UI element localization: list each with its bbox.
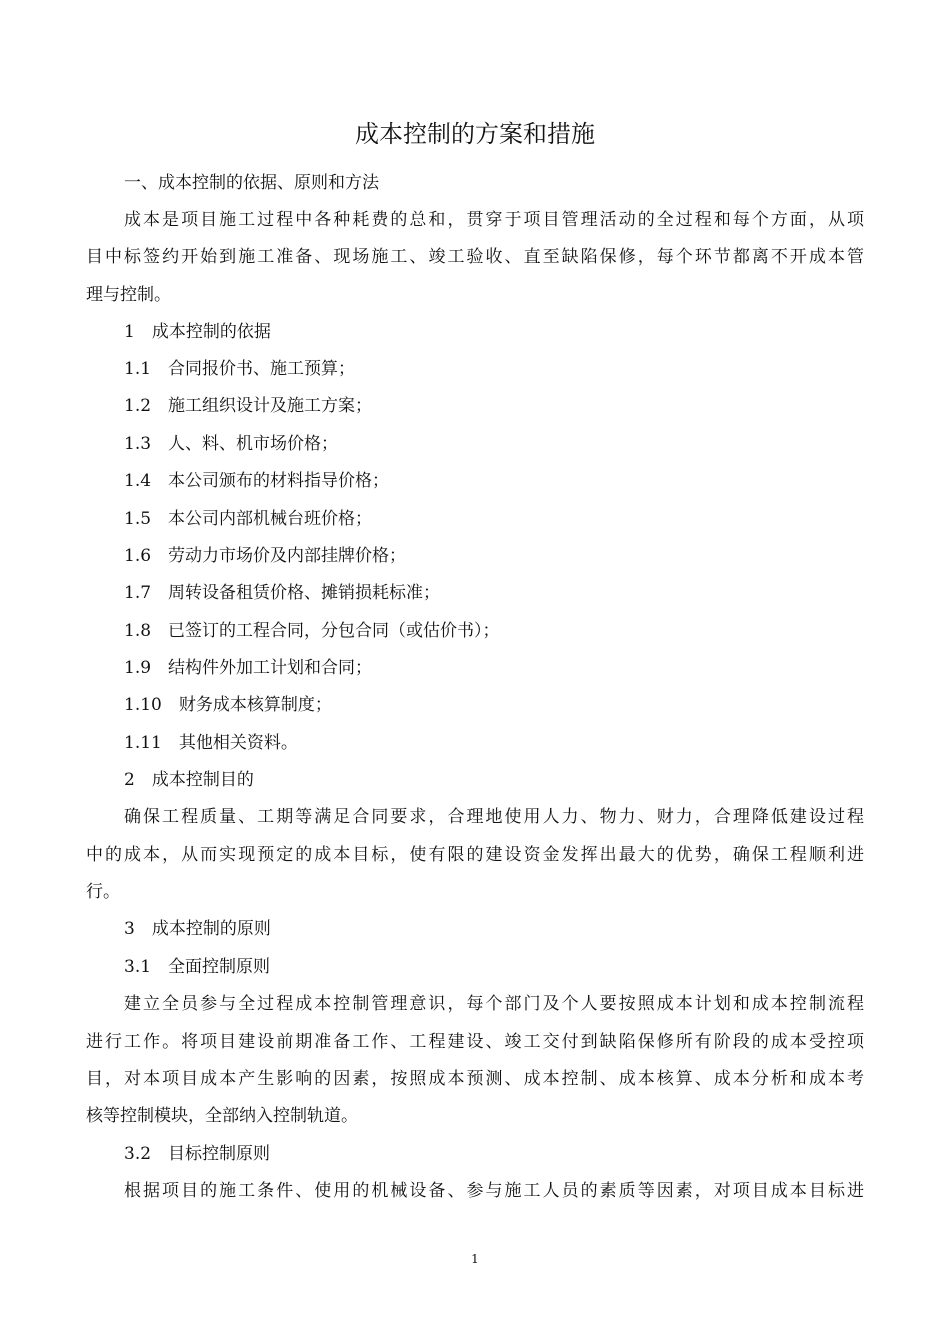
basis-item: 1.6 劳动力市场价及内部挂牌价格； [124,546,407,566]
p31-line-1: 建立全员参与全过程成本控制管理意识，每个部门及个人要按照成本计划和成本控制流程 [124,994,864,1014]
page-title: 成本控制的方案和措施 [355,120,595,148]
purpose-line-3: 行。 [86,882,120,902]
purpose-heading: 2 成本控制目的 [124,770,254,790]
p31-line-3: 目，对本项目成本产生影响的因素，按照成本预测、成本控制、成本核算、成本分析和成本考 [86,1069,864,1089]
subsection-heading: 3.1 全面控制原则 [124,957,271,977]
basis-item: 1.7 周转设备租赁价格、摊销损耗标准； [124,583,441,603]
basis-item: 1.5 本公司内部机械台班价格； [124,509,373,529]
basis-item: 1.3 人、料、机市场价格； [124,434,339,454]
purpose-line-1: 确保工程质量、工期等满足合同要求，合理地使用人力、物力、财力，合理降低建设过程 [124,807,864,827]
basis-item: 1.4 本公司颁布的材料指导价格； [124,471,390,491]
page-number: 1 [471,1252,479,1266]
p32-line-1: 根据项目的施工条件、使用的机械设备、参与施工人员的素质等因素，对项目成本目标进 [124,1181,864,1201]
basis-item: 1.8 已签订的工程合同，分包合同（或估价书）； [124,621,500,641]
principle-heading: 3 成本控制的原则 [124,919,271,939]
basis-item: 1.9 结构件外加工计划和合同； [124,658,373,678]
basis-item: 1.2 施工组织设计及施工方案； [124,396,373,416]
intro-line-2: 目中标签约开始到施工准备、现场施工、竣工验收、直至缺陷保修，每个环节都离不开成本管 [86,247,864,267]
basis-heading: 1 成本控制的依据 [124,322,271,342]
subsection-heading: 3.2 目标控制原则 [124,1144,271,1164]
p31-line-2: 进行工作。将项目建设前期准备工作、工程建设、竣工交付到缺陷保修所有阶段的成本受控项 [86,1032,864,1052]
basis-item: 1.10 财务成本核算制度； [124,695,332,715]
section-heading: 一、成本控制的依据、原则和方法 [124,173,379,193]
p31-line-4: 核等控制模块，全部纳入控制轨道。 [86,1106,358,1126]
basis-item: 1.1 合同报价书、施工预算； [124,359,356,379]
purpose-line-2: 中的成本，从而实现预定的成本目标，使有限的建设资金发挥出最大的优势，确保工程顺利进 [86,845,864,865]
basis-item: 1.11 其他相关资料。 [124,733,298,753]
intro-line-3: 理与控制。 [86,285,171,305]
intro-line-1: 成本是项目施工过程中各种耗费的总和，贯穿于项目管理活动的全过程和每个方面，从项 [124,210,864,230]
